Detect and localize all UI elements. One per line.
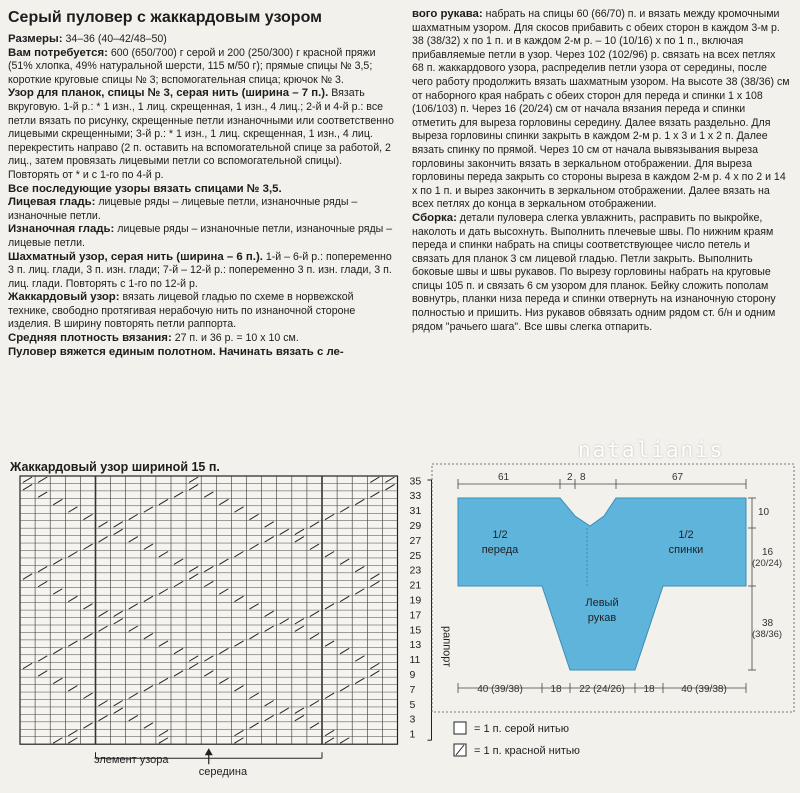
legend-red-text: = 1 п. красной нитью [474, 745, 580, 757]
row-label: 13 [409, 639, 422, 652]
row-label: 33 [409, 490, 422, 503]
rapport-label: раппорт [440, 626, 453, 668]
paragraph [8, 291, 396, 332]
element-label: элемент узора [94, 754, 169, 767]
paragraph [8, 332, 396, 346]
row-label: 9 [409, 669, 416, 682]
paragraph [8, 47, 396, 88]
row-label: 31 [409, 505, 422, 518]
front-label: переда [481, 544, 519, 556]
paragraph [8, 346, 396, 360]
row-label: 17 [409, 609, 422, 622]
paragraph [8, 87, 396, 182]
paragraph-label: Все последующие узоры вязать спицами № 3,5. [8, 182, 282, 195]
dim-bottom-mid-right: 18 [643, 684, 655, 695]
back-label: спинки [668, 544, 704, 556]
paragraph-text: 27 п. и 36 р. = 10 х 10 см. [171, 332, 299, 345]
row-label: 23 [409, 564, 422, 577]
paragraph-text: набрать на спицы 60 (66/70) п. и вязать между кромочными шахматным узором. Для скосов прибавить с обеих сторон в каждом 3-м р. 38 (38/32) х по 1 п. и в каждом 2-м р. – 10 (10/16) х по 1 п., включая прибавляемые петли в узор. Через 102 (102/96) р. связать на всех петлях 68 п. жаккардового узора, распределив петли узора от середины, после чего работу продолжить вязать шахматным узором. На высоте 38 (38/36) см от наборного края набрать с обеих сторон для переда и спинки 1 х 108 (106/103) п. Через 16 (20/24) см от начала вязания переда и спинки отметить для выреза горловины середину. Далее вязать раздельно. Для выреза горловины спинки закрыть в каждом 2-м р. 1 х 3 и 1 х 2 п. Далее вязать спинку по прямой. Через 10 см от начала вывязывания выреза горловины закончить вязать в зеркальном отображении. Для выреза горловины переда закрыть со стороны выреза в каждом 2-м р. 4 х по 2 и 14 х по 1 п. и вырез закончить в зеркальном отображении. Далее вязать на всех петлях до конца в зеркальном отображении. [412, 8, 790, 211]
paragraph [8, 251, 396, 292]
paragraph-label: Вам потребуется: [8, 46, 108, 59]
schematic-diagram [430, 458, 800, 793]
dim-bottom-center: 22 (24/26) [579, 684, 625, 695]
paragraph-label: Пуловер вяжется единым полотном. Начинать вязать с ле- [8, 345, 344, 358]
row-label: 15 [409, 624, 422, 637]
row-label: 11 [409, 654, 421, 667]
row-label: 1 [409, 728, 416, 741]
left-paragraphs [8, 33, 396, 359]
watermark: natalianis [578, 438, 725, 462]
left-text-column [8, 8, 396, 359]
middle-arrow [205, 748, 213, 755]
row-label: 5 [409, 698, 416, 711]
row-label: 27 [409, 534, 422, 547]
row-label: 35 [409, 475, 422, 488]
chart-title: Жаккардовый узор шириной 15 п. [10, 460, 220, 474]
paragraph-label: Шахматный узор, серая нить (ширина – 6 п.). [8, 250, 263, 263]
paragraph-label: Размеры: [8, 33, 63, 45]
paragraph [8, 33, 396, 47]
paragraph-text: Вязать вкруговую. 1-й р.: * 1 изн., 1 лиц. скрещенная, 1 изн., 4 лиц.; 2-й и 4-й р.: все петли вязать по рисунку, скрещенные петли изнаночными или соответственно лицевыми скрещенными; 3-й р.: * 1 изн., 1 лиц. скрещенная, 1 изн., 4 лиц. перекрестить направо (2 п. оставить на вспомогательной спице за работой, 2 лиц., затем провязать лицевыми петли со вспомогательной спицы). Повторять от * и с 1-го по 4-й р. [8, 87, 394, 181]
paragraph-label: Жаккардовый узор: [8, 291, 120, 304]
row-label: 19 [409, 594, 422, 607]
dim-top-left: 61 [498, 472, 510, 483]
dim-top-right: 67 [672, 472, 684, 483]
page-title: Серый пуловер с жаккардовым узором [8, 9, 322, 26]
dim-body-height-alt: (20/24) [752, 558, 783, 569]
paragraph-text: лицевые ряды – изнаночные петли, изнаночные ряды – лицевые петли. [8, 223, 393, 249]
row-label: 25 [409, 549, 422, 562]
front-label-num: 1/2 [492, 529, 508, 541]
dim-body-height: 16 [762, 547, 774, 558]
dim-bottom-left: 40 (39/38) [477, 684, 523, 695]
paragraph-label: Средняя плотность вязания: [8, 332, 172, 345]
dim-bottom-right: 40 (39/38) [681, 684, 727, 695]
right-text-column [412, 8, 790, 334]
paragraph-text: 1-й – 6-й р.: попеременно 3 п. лиц. глади, 3 п. изн. глади; 7-й – 12-й р.: попеременно 3 п. изн. глади, 3 п. лиц. глади. Повторять с 1-го по 12-й р. [8, 250, 392, 290]
sleeve-label-2: рукав [587, 612, 617, 624]
paragraph-text: лицевые ряды – лицевые петли, изнаночные ряды – изнаночные петли. [8, 196, 358, 222]
dim-bottom-mid-left: 18 [550, 684, 562, 695]
paragraph-label: вого рукава: [412, 8, 483, 20]
row-label: 29 [409, 520, 422, 533]
paragraph-label: Лицевая гладь: [8, 196, 96, 209]
legend-gray-text: = 1 п. серой нитью [474, 723, 570, 735]
pullover-shape [458, 498, 746, 670]
paragraph-text: 34–36 (40–42/48–50) [62, 33, 167, 45]
middle-label: середина [198, 766, 248, 779]
paragraph [412, 8, 790, 212]
row-label: 7 [409, 683, 416, 696]
legend-gray-box [454, 722, 466, 734]
paragraph [8, 196, 396, 223]
dim-neck-depth: 10 [758, 507, 770, 518]
row-label: 3 [409, 713, 416, 726]
row-label: 21 [409, 579, 422, 592]
back-label-num: 1/2 [678, 529, 694, 541]
dim-neck-width: 8 [580, 472, 586, 483]
paragraph-text: вязать лицевой гладью по схеме в норвежской технике, свободно протягивая нерабочую нить по изнаночной стороне изделия. В ширину повторять петли раппорта. [8, 291, 356, 331]
paragraph-label: Изнаночная гладь: [8, 223, 115, 236]
paragraph [412, 212, 790, 334]
paragraph [8, 183, 396, 197]
right-paragraphs [412, 8, 790, 334]
dim-neck-offset: 2 [567, 472, 573, 483]
paragraph [8, 223, 396, 250]
paragraph-text: детали пуловера слегка увлажнить, расправить по выкройке, наколоть и дать высохнуть. Выполнить плечевые швы. По нижним краям переда и спинки набрать на спицы соответствующее число петель и связать для планок 3 см лицевой гладью. Петли закрыть. Выполнить боковые швы и швы рукавов. По вырезу горловины набрать на круговые спицы 105 п. и связать 6 см узором для планок. Бейку сложить пополам вовнутрь, планки низа переда и спинки отвернуть на изнаночную сторону полностью и пришить. Низ рукавов обвязать одним рядом ст. б/н и одним рядом "рачьего шага". Все швы слегка отпарить. [412, 211, 776, 333]
dim-sleeve-height: 38 [762, 618, 774, 629]
paragraph-label: Узор для планок, спицы № 3, серая нить (ширина – 7 п.). [8, 87, 329, 100]
paragraph-label: Сборка: [412, 211, 457, 224]
jacquard-chart [0, 458, 453, 793]
sleeve-label-1: Левый [585, 597, 619, 609]
dim-sleeve-height-alt: (38/36) [752, 629, 783, 640]
paragraph-text: 600 (650/700) г серой и 200 (250/300) г красной пряжи (51% хлопка, 49% натуральной шерсти, 115 м/50 г); прямые спицы № 3,5; короткие круговые спицы № 3; вспомогательная спица; крючок № 3. [8, 46, 376, 86]
